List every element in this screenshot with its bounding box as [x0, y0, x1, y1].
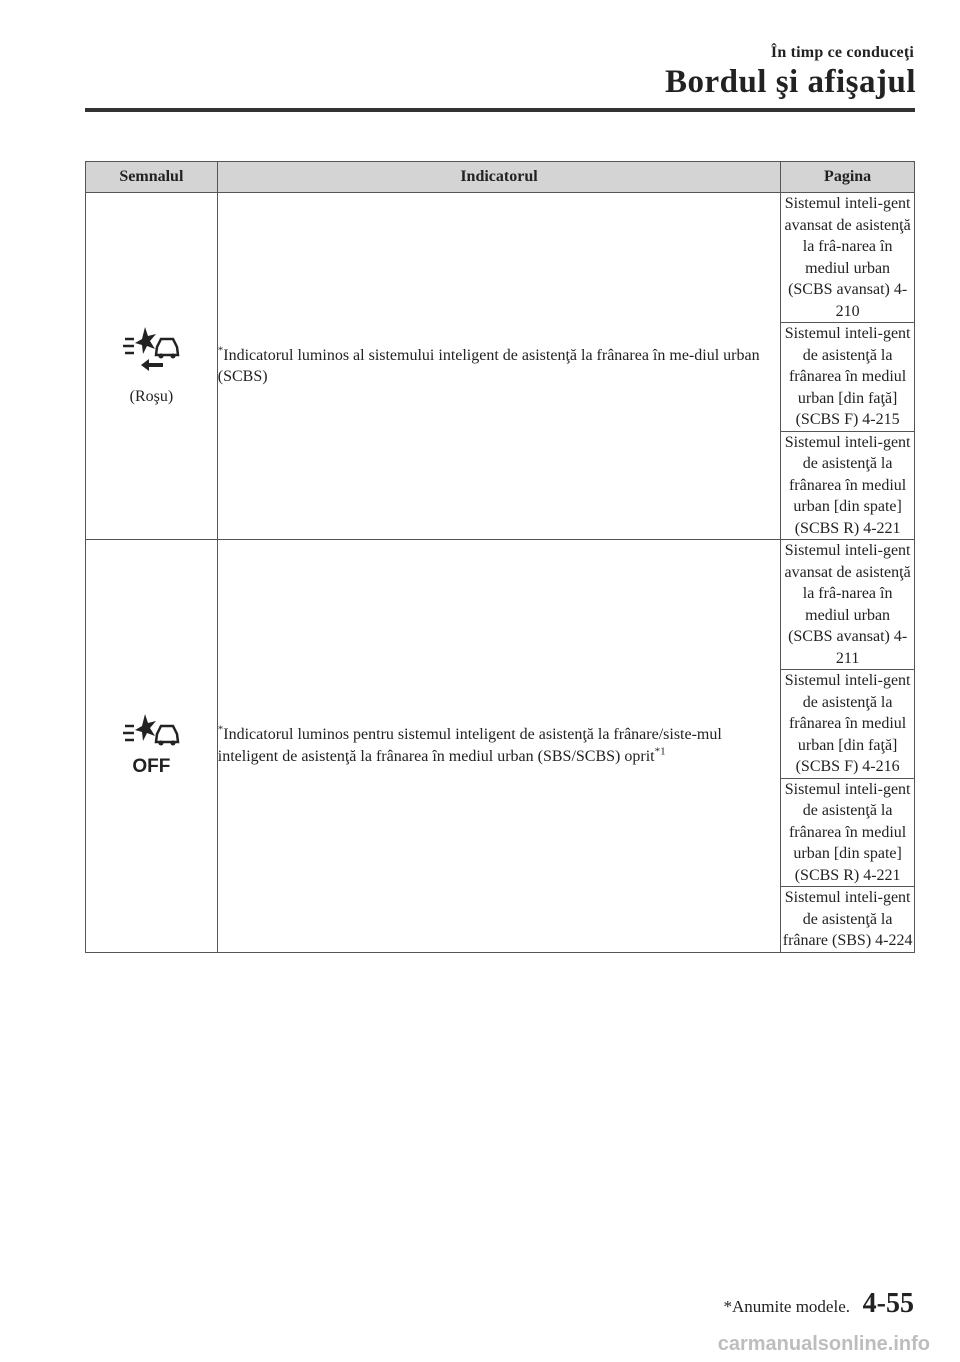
footnote: *Anumite modele.: [723, 1297, 850, 1316]
table-header-row: [86, 162, 915, 193]
column-header-indicator: Indicatorul: [217, 162, 780, 193]
indicator-description: Indicatorul luminos al sistemului inteligent de asistenţă la frânarea în me-diul urban (SCBS): [217, 346, 760, 385]
footnote-star: *: [217, 723, 224, 736]
section-title: Bordul şi afişajul: [664, 64, 916, 100]
signal-cell: [86, 540, 218, 953]
signal-cell: [86, 193, 218, 540]
table-row: [86, 193, 915, 323]
watermark: carmanualsonline.info: [717, 1333, 930, 1355]
footnote-star: *: [217, 344, 224, 357]
indicator-cell: [217, 540, 780, 953]
page-reference: Sistemul inteli-gent de asistenţă la frânare (SBS) 4-224: [781, 887, 915, 953]
section-subtitle: În timp ce conduceţi: [770, 44, 914, 61]
indicator-description: Indicatorul luminos pentru sistemul inteligent de asistenţă la frânare/siste-mul inteligent de asistenţă la frânarea în mediul urban (SBS/SCBS) oprit: [217, 726, 722, 765]
scbs-warning-icon: [121, 325, 181, 382]
indicator-table: [85, 161, 915, 953]
page-reference: Sistemul inteli-gent de asistenţă la frânarea în mediul urban [din faţă] (SCBS F) 4-216: [781, 670, 915, 779]
indicator-cell: [217, 193, 780, 540]
footnote-ref: *1: [654, 745, 666, 758]
column-header-signal: Semnalul: [86, 162, 218, 193]
header-rule: [85, 108, 915, 112]
column-header-page: Pagina: [781, 162, 915, 193]
off-label: OFF: [132, 756, 171, 778]
page-number: 4-55: [862, 1288, 914, 1319]
page-reference: Sistemul inteli-gent de asistenţă la frânarea în mediul urban [din spate] (SCBS R) 4-221: [781, 431, 915, 540]
page-reference: Sistemul inteli-gent de asistenţă la frânarea în mediul urban [din spate] (SCBS R) 4-221: [781, 778, 915, 887]
page-reference: Sistemul inteli-gent avansat de asistenţă la frâ-narea în mediul urban (SCBS avansat) 4-210: [781, 193, 915, 323]
page-reference: Sistemul inteli-gent de asistenţă la frânarea în mediul urban [din faţă] (SCBS F) 4-215: [781, 323, 915, 432]
signal-color-label: (Roşu): [129, 387, 174, 405]
page-reference: Sistemul inteli-gent avansat de asistenţă la frâ-narea în mediul urban (SCBS avansat) 4-211: [781, 540, 915, 670]
table-row: [86, 540, 915, 670]
